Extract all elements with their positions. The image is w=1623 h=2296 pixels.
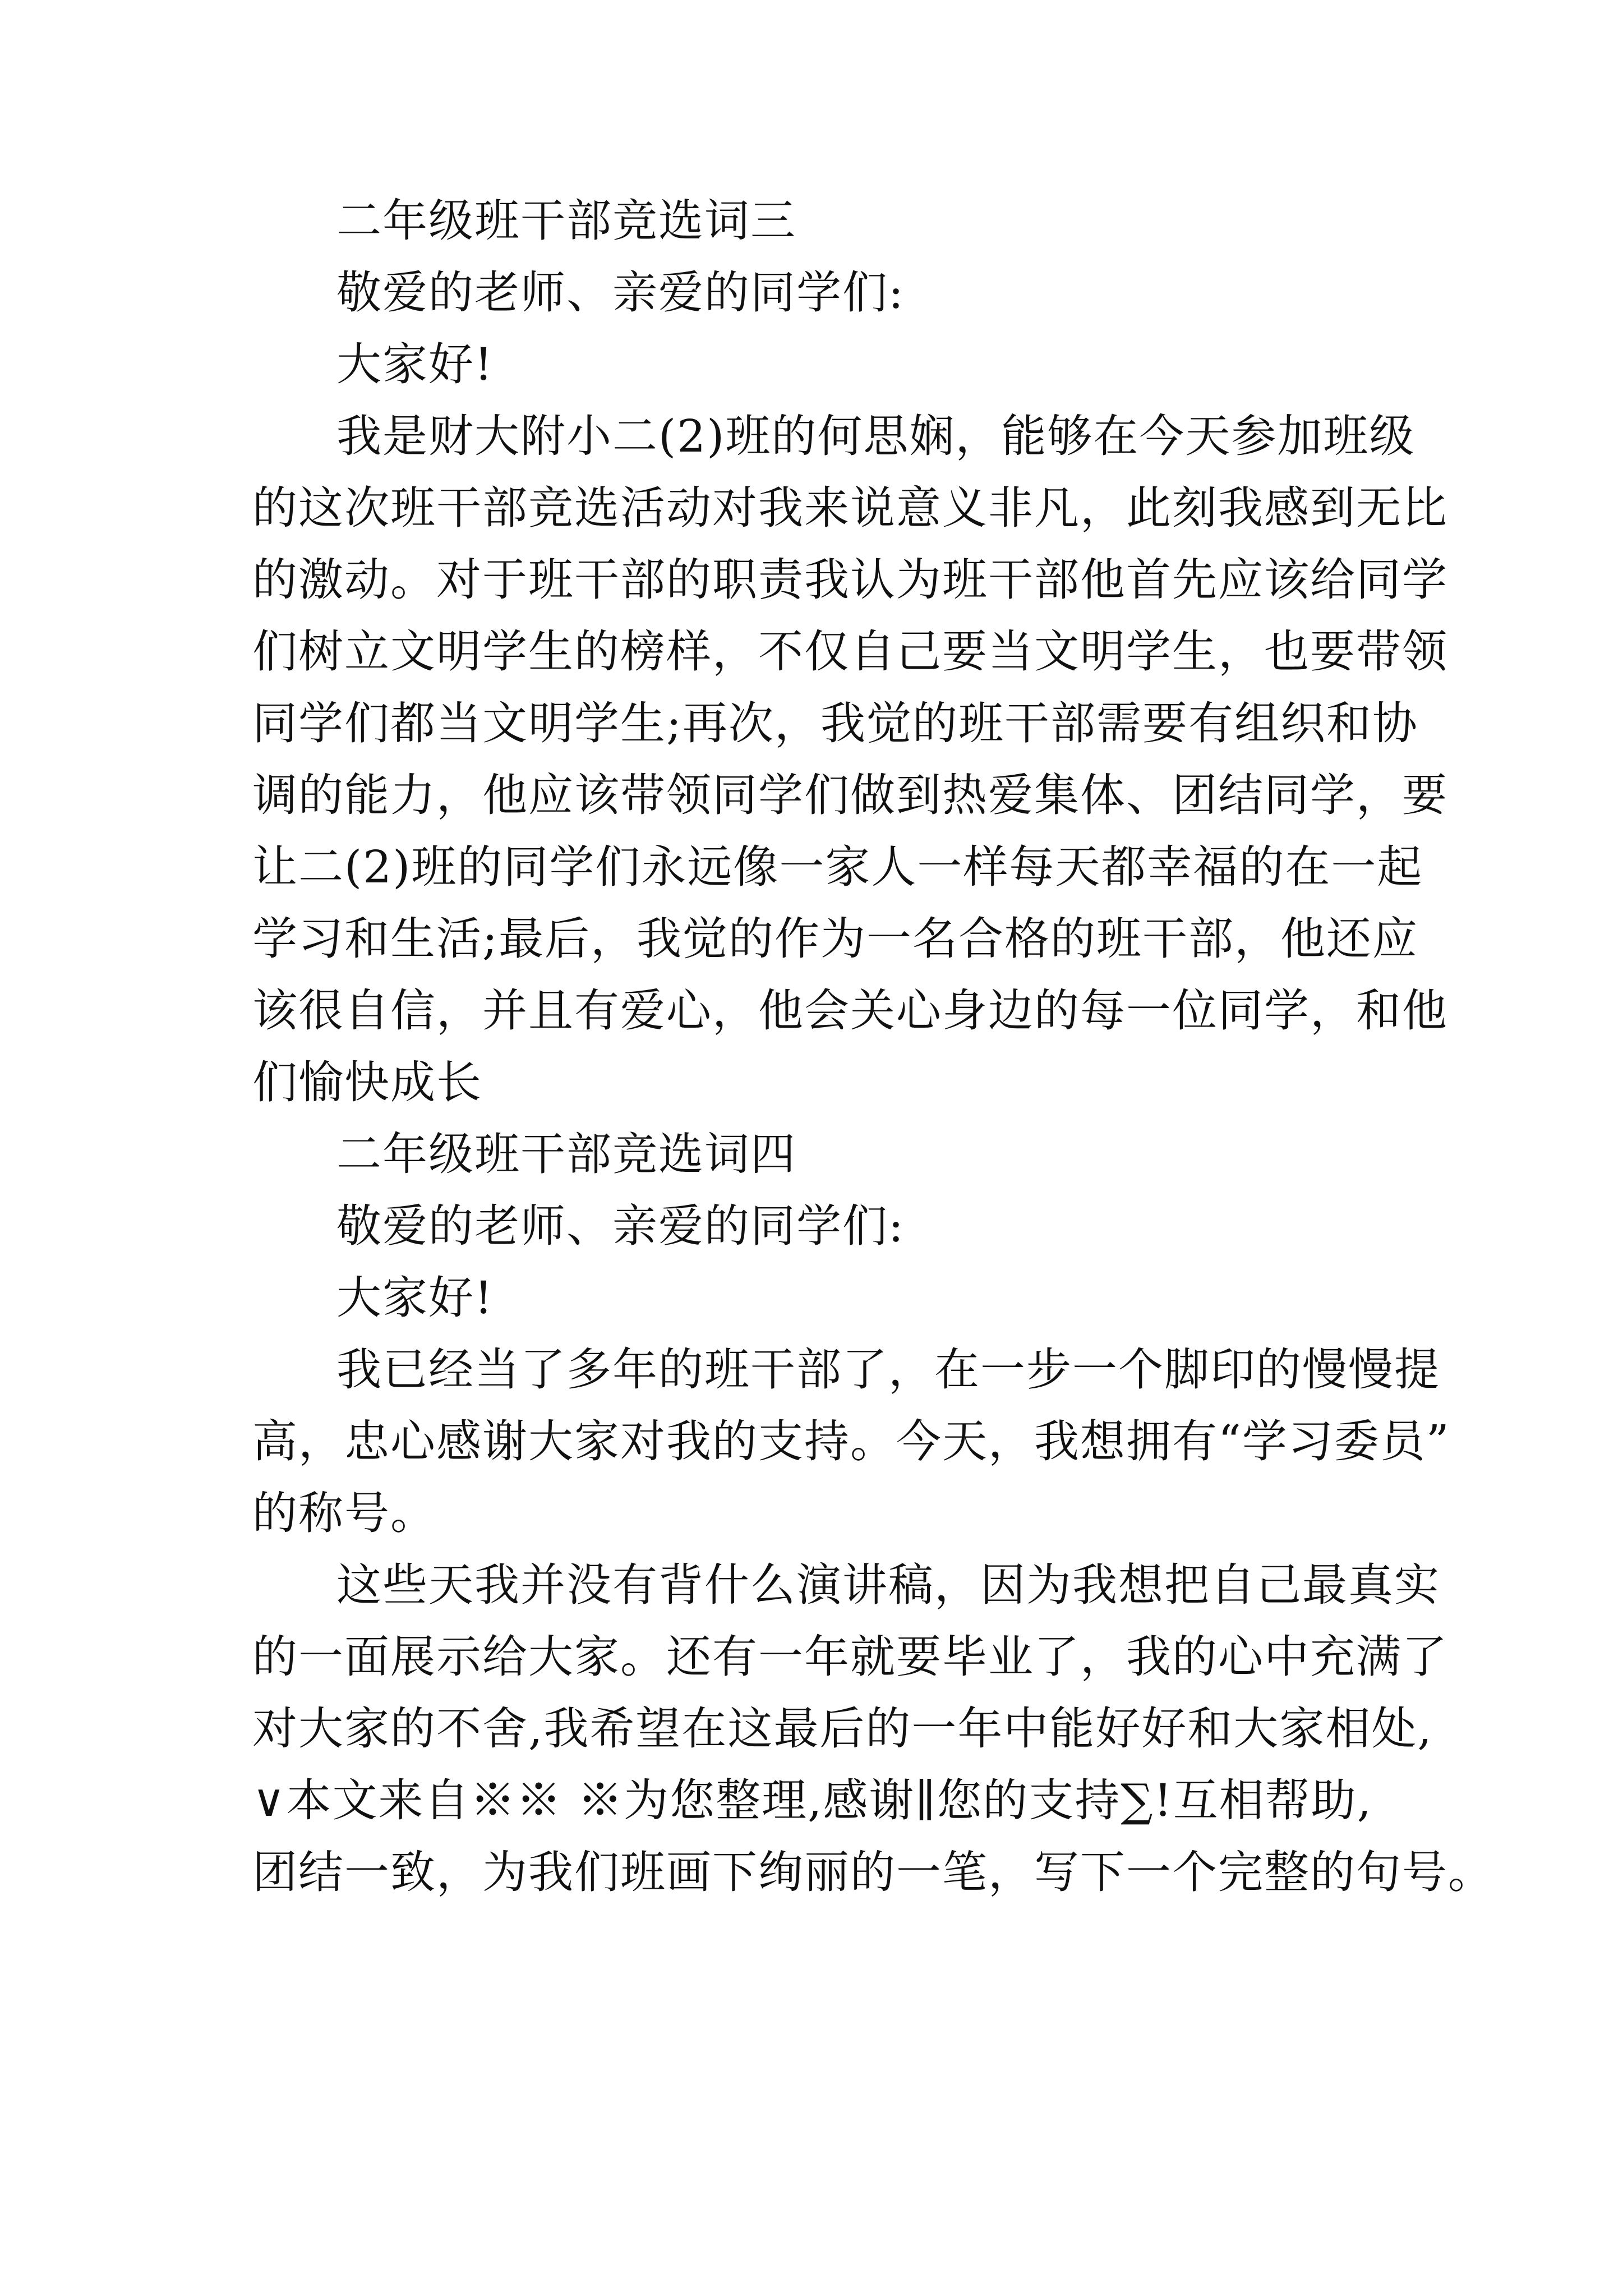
paragraph-line: 的一面展示给大家。还有一年就要毕业了，我的心中充满了 bbox=[252, 1631, 1448, 1683]
paragraph-line: 该很自信，并且有爱心，他会关心身边的每一位同学，和他 bbox=[252, 984, 1448, 1037]
paragraph-line: 的激动。对于班干部的职责我认为班干部他首先应该给同学 bbox=[252, 554, 1448, 606]
paragraph-line: 高，忠心感谢大家对我的支持。今天，我想拥有“学习委员” bbox=[252, 1415, 1450, 1467]
paragraph-line: 们愉快成长 bbox=[252, 1056, 482, 1108]
section4-paragraph-1 bbox=[252, 1334, 1450, 1549]
section4-salutation: 敬爱的老师、亲爱的同学们: bbox=[336, 1200, 905, 1252]
paragraph-line: 调的能力，他应该带领同学们做到热爱集体、团结同学，要 bbox=[252, 769, 1448, 821]
section3-salutation: 敬爱的老师、亲爱的同学们: bbox=[336, 266, 905, 319]
paragraph-line: 同学们都当文明学生;再次，我觉的班干部需要有组织和协 bbox=[252, 697, 1418, 749]
section4-title: 二年级班干部竞选词四 bbox=[336, 1128, 796, 1180]
paragraph-line: 让二(2)班的同学们永远像一家人一样每天都幸福的在一起 bbox=[252, 841, 1423, 893]
paragraph-line: 学习和生活;最后，我觉的作为一名合格的班干部，他还应 bbox=[252, 913, 1418, 965]
section4-paragraph-2 bbox=[252, 1549, 1494, 1908]
paragraph-line: 的称号。 bbox=[252, 1487, 436, 1539]
section3-title: 二年级班干部竞选词三 bbox=[336, 195, 796, 247]
section3-greeting: 大家好! bbox=[336, 338, 494, 390]
paragraph-line: 团结一致，为我们班画下绚丽的一笔，写下一个完整的句号。 bbox=[252, 1846, 1494, 1898]
paragraph-line: 们树立文明学生的榜样，不仅自己要当文明学生，也要带领 bbox=[252, 625, 1448, 678]
section4-greeting: 大家好! bbox=[336, 1272, 494, 1324]
paragraph-line: 我已经当了多年的班干部了，在一步一个脚印的慢慢提 bbox=[336, 1343, 1440, 1396]
paragraph-line: 这些天我并没有背什么演讲稿，因为我想把自己最真实 bbox=[336, 1559, 1440, 1611]
paragraph-line: 的这次班干部竞选活动对我来说意义非凡，此刻我感到无比 bbox=[252, 482, 1448, 534]
paragraph-line: 对大家的不舍,我希望在这最后的一年中能好好和大家相处, bbox=[252, 1703, 1433, 1755]
paragraph-line: ∨本文来自※※ ※为您整理,感谢∥您的支持∑!互相帮助, bbox=[252, 1774, 1373, 1826]
section3-paragraph bbox=[252, 401, 1448, 1119]
paragraph-line: 我是财大附小二(2)班的何思娴，能够在今天参加班级 bbox=[336, 410, 1415, 462]
document-page bbox=[252, 185, 1494, 1908]
